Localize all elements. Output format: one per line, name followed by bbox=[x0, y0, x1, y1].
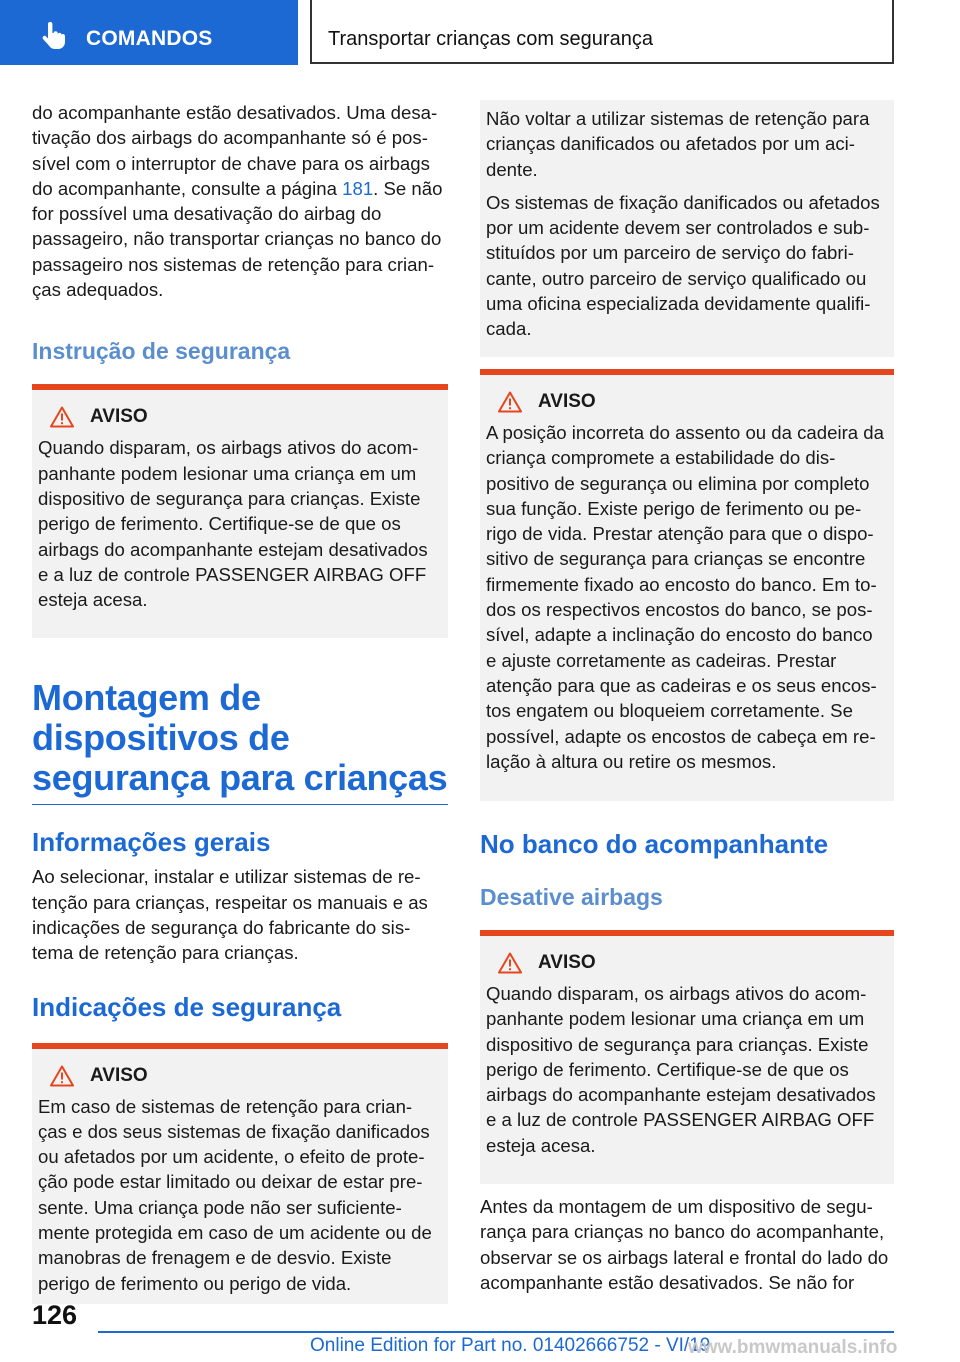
left-column bbox=[32, 100, 448, 1304]
warning-text: A posição incorreta do assento ou da cadeira da criança compromete a estabilidade do dis‑ positivo de segurança ou elimina por completo sua função. Existe perigo de ferimento ou pe‑ rigo de vida. Prestar atenção para que o dispo‑ sitivo de segurança para crianças se encontre firmemente fixado ao encosto do banco. Em to‑ dos os respectivos encostos do banco, se pos‑ sível, adapte a inclinação do encosto do banco e ajuste corretamente as cadeiras. Prestar atenção para que as cadeiras e os seus encos‑ tos engatem ou bloqueiem corretamente. Se possível, adapte os encostos de cabeça em re‑ lação à altura ou retire os mesmos. bbox=[486, 422, 884, 772]
heading-safety-instruction: Instrução de segurança bbox=[32, 338, 291, 365]
warning-title: AVISO bbox=[90, 406, 148, 428]
warning-triangle-icon bbox=[50, 1065, 74, 1087]
section-tab bbox=[0, 0, 298, 65]
general-info-paragraph: Ao selecionar, instalar e utilizar sistemas de re‑ tenção para crianças, respeitar os manuais e as indicações de segurança do fabricante do sis‑ tema de retenção para crianças. bbox=[32, 866, 428, 964]
right-column bbox=[480, 100, 894, 1295]
warning-box bbox=[32, 384, 448, 638]
warning-title: AVISO bbox=[90, 1064, 148, 1086]
warning-box bbox=[480, 930, 894, 1184]
warning-triangle-icon bbox=[50, 406, 74, 428]
continued-warning-box bbox=[480, 100, 894, 357]
heading-general-info: Informações gerais bbox=[32, 827, 271, 858]
heading-deactivate-airbags: Desative airbags bbox=[480, 884, 663, 910]
warning-box bbox=[480, 369, 894, 801]
warning-text: Em caso de sistemas de retenção para crian‑ ças e dos seus sistemas de fixação danificados ou afetados por um acidente, o efeito de prote‑ ção pode estar limitado ou deixar de estar pre‑ sente. Uma criança pode não ser suficiente‑ mente protegida em caso de um acidente ou de manobras de frenagem e de desvio. Existe perigo de ferimento ou perigo de vida. bbox=[38, 1095, 432, 1294]
chapter-divider bbox=[32, 804, 448, 805]
continued-paragraph-2: Os sistemas de fixação danificados ou afetados por um acidente devem ser controlados e sub‑ stituídos por um parceiro de serviço do fabri‑ cante, outro parceiro de serviço qualificado ou uma oficina especializada devidamente qualifi‑ cada. bbox=[486, 191, 880, 340]
warning-triangle-icon bbox=[498, 952, 522, 974]
warning-text: Quando disparam, os airbags ativos do acom‑ panhante podem lesionar uma criança em um dispositivo de segurança para crianças. Existe perigo de ferimento. Certifique-se de que os airbags do acompanhante estejam desativados e a luz de controle PASSENGER AIRBAG OFF esteja acesa. bbox=[38, 437, 428, 611]
page-header bbox=[310, 0, 894, 64]
warning-text: Quando disparam, os airbags ativos do acom‑ panhante podem lesionar uma criança em um dispositivo de segurança para crianças. Existe perigo de ferimento. Certifique-se de que os airbags do acompanhante estejam desativados e a luz de controle PASSENGER AIRBAG OFF esteja acesa. bbox=[486, 983, 876, 1156]
intro-paragraph: do acompanhante estão desativados. Uma desa‑ tivação dos airbags do acompanhante só é pos‑ sível com o interruptor de chave para os airbags do acompanhante, consulte a página 181. Se não for possível uma desativação do airbag do passageiro, não transportar crianças no banco do passageiro nos sistemas de retenção para crian‑ ças adequados. bbox=[32, 102, 443, 301]
page-number: 126 bbox=[32, 1300, 78, 1330]
warning-box bbox=[32, 1043, 448, 1304]
section-label: COMANDOS bbox=[86, 27, 213, 50]
page-title: Transportar crianças com segurança bbox=[328, 28, 653, 50]
continued-paragraph-1: Não voltar a utilizar sistemas de retenção para crianças danificados ou afetados por um aci‑ dente. bbox=[486, 108, 870, 180]
heading-front-passenger-seat: No banco do acompanhante bbox=[480, 829, 829, 859]
warning-title: AVISO bbox=[538, 952, 596, 973]
warning-triangle-icon bbox=[498, 391, 522, 413]
warning-title: AVISO bbox=[538, 391, 596, 412]
watermark: www.bmwmanuals.info bbox=[688, 1337, 898, 1358]
final-paragraph: Antes da montagem de um dispositivo de segu‑ rança para crianças no banco do acompanhante, observar se os airbags lateral e frontal do lado do acompanhante estão desativados. Se não for bbox=[480, 1196, 889, 1293]
chapter-title: Montagem de dispositivos de segurança para crianças bbox=[32, 677, 448, 799]
edition-text: Online Edition for Part no. 01402666752 - VI/19 bbox=[310, 1335, 711, 1356]
heading-safety-indications: Indicações de segurança bbox=[32, 991, 342, 1022]
hand-pointer-icon bbox=[40, 22, 66, 50]
footer-divider bbox=[98, 1331, 894, 1333]
page-reference-link[interactable]: 181 bbox=[342, 177, 374, 199]
